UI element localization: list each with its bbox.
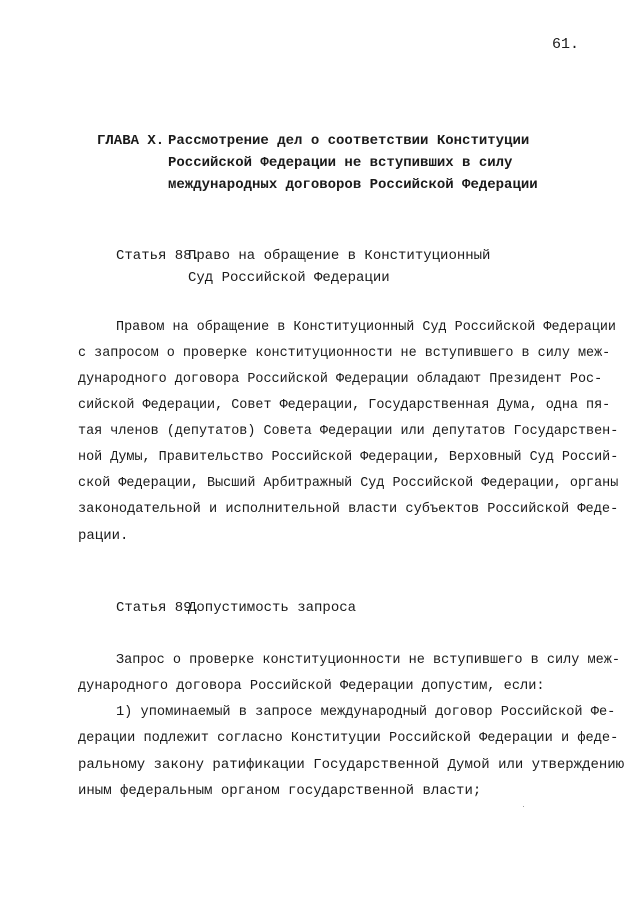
paragraph-line: законодательной и исполнительной власти субъектов Российской Феде- [78, 502, 619, 517]
paragraph-line: с запросом о проверке конституционности не вступившего в силу меж- [78, 346, 611, 361]
paragraph-line: дународного договора Российской Федерации обладают Президент Рос- [78, 372, 603, 387]
paragraph-line: дерации подлежит согласно Конституции Российской Федерации и феде- [78, 731, 619, 746]
paragraph-line: Правом на обращение в Конституционный Суд Российской Федерации [116, 320, 616, 335]
article-88-title-line: Право на обращение в Конституционный [188, 248, 491, 264]
article-89-title [188, 597, 356, 619]
chapter-title-line: Рассмотрение дел о соответствии Конституции [168, 133, 530, 149]
article-88-label: Статья 88. [116, 248, 201, 264]
chapter-title-line: международных договоров Российской Федерации [168, 177, 538, 193]
paragraph-line: дународного договора Российской Федерации допустим, если: [78, 679, 545, 694]
paragraph-line: иным федеральным органом государственной власти; [78, 783, 482, 799]
article-88-title [188, 245, 490, 289]
chapter-label: ГЛАВА X. [97, 133, 165, 149]
paragraph-line: рации. [78, 528, 129, 544]
list-item-line: 1) упоминаемый в запросе международный договор Российской Фе- [116, 705, 616, 720]
paragraph-line: ральному закону ратификации Государственной Думой или утверждению [78, 757, 625, 773]
article-89-title-line: Допустимость запроса [188, 600, 357, 616]
article-89-body [78, 648, 624, 804]
scan-speck [523, 806, 524, 807]
chapter-title [168, 130, 538, 196]
paragraph-line: ной Думы, Правительство Российской Федерации, Верховный Суд Россий- [78, 450, 619, 465]
paragraph-line: сийской Федерации, Совет Федерации, Государственная Дума, одна пя- [78, 398, 611, 413]
chapter-title-line: Российской Федерации не вступивших в силу [168, 155, 513, 171]
article-88-title-line: Суд Российской Федерации [188, 270, 390, 286]
paragraph-line: тая членов (депутатов) Совета Федерации или депутатов Государствен- [78, 424, 619, 439]
article-88-body [78, 315, 618, 549]
article-89-label: Статья 89. [116, 600, 201, 616]
paragraph-line: Запрос о проверке конституционности не вступившего в силу меж- [116, 653, 621, 668]
paragraph-line: ской Федерации, Высший Арбитражный Суд Российской Федерации, органы [78, 476, 619, 491]
page-number: 61. [552, 36, 580, 53]
